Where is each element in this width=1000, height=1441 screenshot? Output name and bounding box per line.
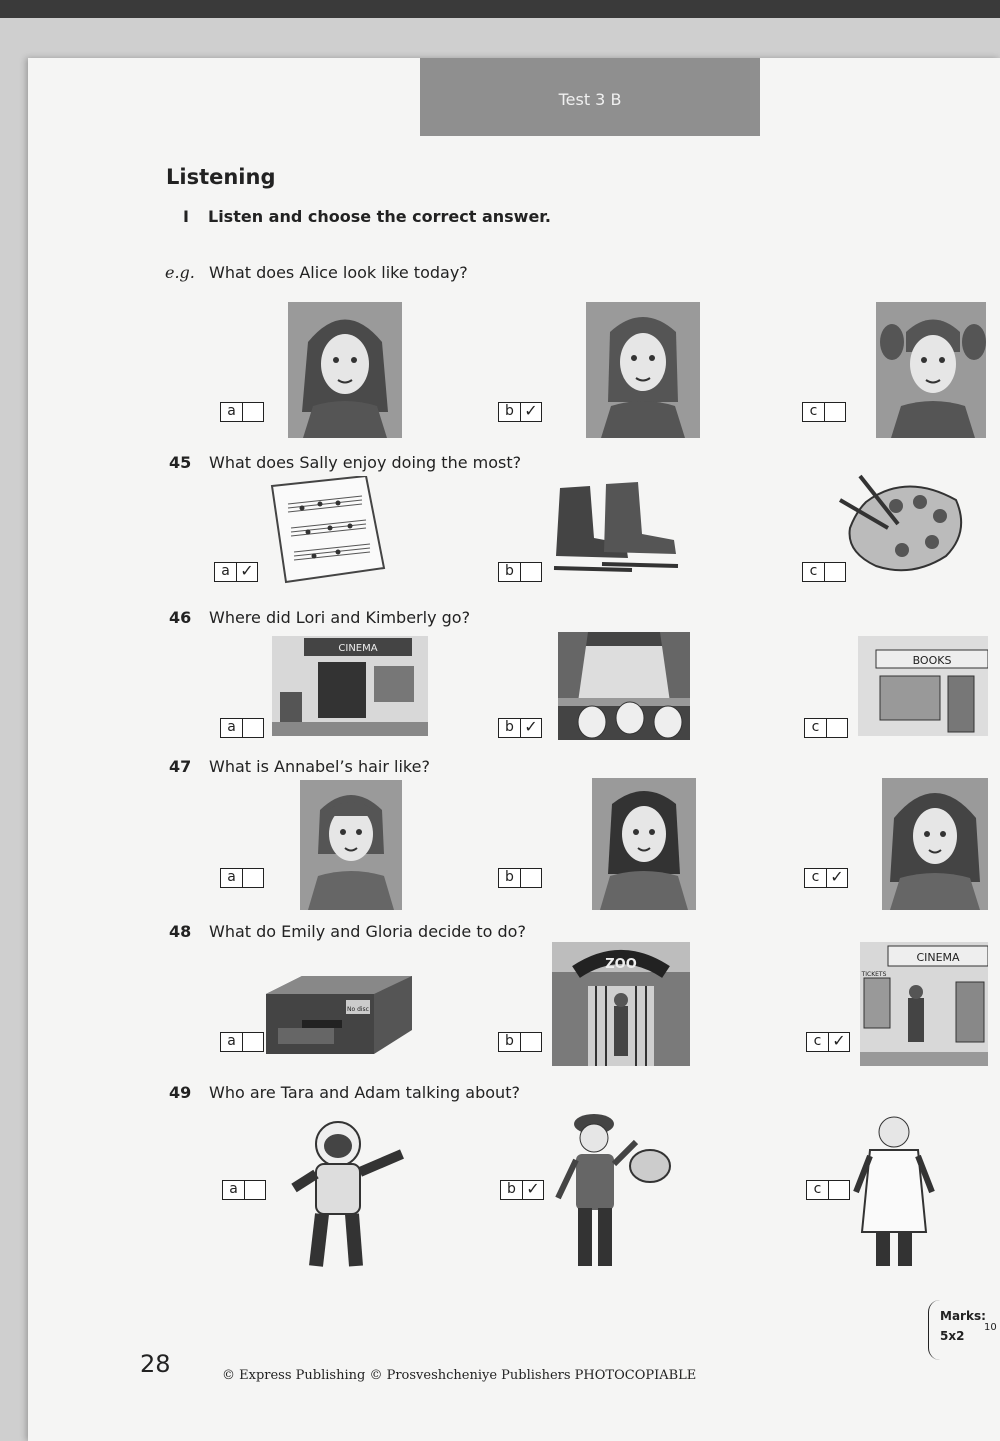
zoo-entrance-picture [552,942,690,1066]
question-number: 47 [169,757,192,776]
dvd-player-picture [262,970,414,1056]
option-letter: a [221,403,243,421]
option-letter: c [807,1181,829,1199]
answer-box-b[interactable] [500,1180,544,1200]
copyright-line: © Express Publishing © Prosveshcheniye Publishers PHOTOCOPIABLE [222,1368,697,1383]
option-letter: c [803,403,825,421]
test-title: Test 3 B [558,90,622,109]
cinema-box-office-picture [860,942,988,1066]
question-text: What is Annabel’s hair like? [209,757,430,776]
section-title: Listening [166,165,276,189]
answer-box-a[interactable] [222,1180,266,1200]
books-sign-text: BOOKS [912,654,952,667]
instruction-number: I [183,207,189,226]
marks-block [940,1306,986,1346]
answer-box-b[interactable] [498,402,542,422]
option-letter: b [499,563,521,581]
question-number: e.g. [165,263,195,282]
answer-mark: ✓ [832,1031,846,1050]
paint-palette-picture [836,472,972,582]
question-text: Who are Tara and Adam talking about? [209,1083,520,1102]
girl-long-straight-hair-picture [592,778,696,910]
option-letter: b [499,719,521,737]
option-letter: c [805,719,827,737]
answer-box-c[interactable] [806,1032,850,1052]
theatre-stage-picture [558,632,690,740]
astronaut-picture [286,1118,406,1268]
question-number: 48 [169,922,192,941]
option-letter: c [805,869,827,887]
answer-box-b[interactable] [498,718,542,738]
option-letter: a [223,1181,245,1199]
answer-box-c[interactable] [804,718,848,738]
girl-pigtails-picture [876,302,986,438]
doctor-scientist-picture [852,1112,938,1270]
answer-box-b[interactable] [498,868,542,888]
page-number: 28 [140,1350,171,1378]
marks-formula: 5x2 [940,1329,965,1343]
instruction-text: Listen and choose the correct answer. [208,207,551,226]
girl-bob-hair-picture [300,780,402,910]
answer-box-c[interactable] [806,1180,850,1200]
option-letter: b [499,869,521,887]
option-letter: a [221,1033,243,1051]
cinema-front-picture [272,636,428,736]
marks-total: 10 [984,1322,997,1333]
question-text: Where did Lori and Kimberly go? [209,608,471,627]
answer-mark: ✓ [524,717,538,736]
answer-box-b[interactable] [498,1032,542,1052]
answer-mark: ✓ [830,867,844,886]
girl-long-curly-hair-picture [882,778,988,910]
cinema-sign-text: CINEMA [338,643,378,654]
girl-straight-hair-picture [586,302,700,438]
option-letter: b [501,1181,523,1199]
question-number: 46 [169,608,192,627]
painter-artist-picture [552,1108,672,1270]
question-text: What do Emily and Gloria decide to do? [209,922,526,941]
answer-mark: ✓ [526,1179,540,1198]
option-letter: a [215,563,237,581]
answer-box-a[interactable] [220,868,264,888]
answer-box-a[interactable] [220,402,264,422]
ice-skates-picture [550,478,682,578]
option-letter: c [803,563,825,581]
answer-box-c[interactable] [804,868,848,888]
option-letter: a [221,869,243,887]
sheet-music-picture [258,476,390,584]
answer-box-a[interactable] [220,718,264,738]
marks-label: Marks: [940,1309,986,1323]
question-number: 45 [169,453,192,472]
answer-box-a[interactable] [214,562,258,582]
option-letter: c [807,1033,829,1051]
answer-mark: ✓ [240,561,254,580]
answer-box-a[interactable] [220,1032,264,1052]
tickets-sign-text: TICKETS [861,971,887,978]
question-number: 49 [169,1083,192,1102]
answer-box-c[interactable] [802,562,846,582]
question-text: What does Sally enjoy doing the most? [209,453,522,472]
option-letter: a [221,719,243,737]
girl-curly-hair-picture [288,302,402,438]
answer-mark: ✓ [524,401,538,420]
answer-box-b[interactable] [498,562,542,582]
cinema-sign-2-text: CINEMA [916,951,960,964]
option-letter: b [499,403,521,421]
zoo-sign-text: ZOO [605,957,637,972]
answer-box-c[interactable] [802,402,846,422]
dvd-label-text: No disc [347,1006,369,1013]
option-letter: b [499,1033,521,1051]
question-text: What does Alice look like today? [209,263,468,282]
bookshop-picture [858,636,988,736]
